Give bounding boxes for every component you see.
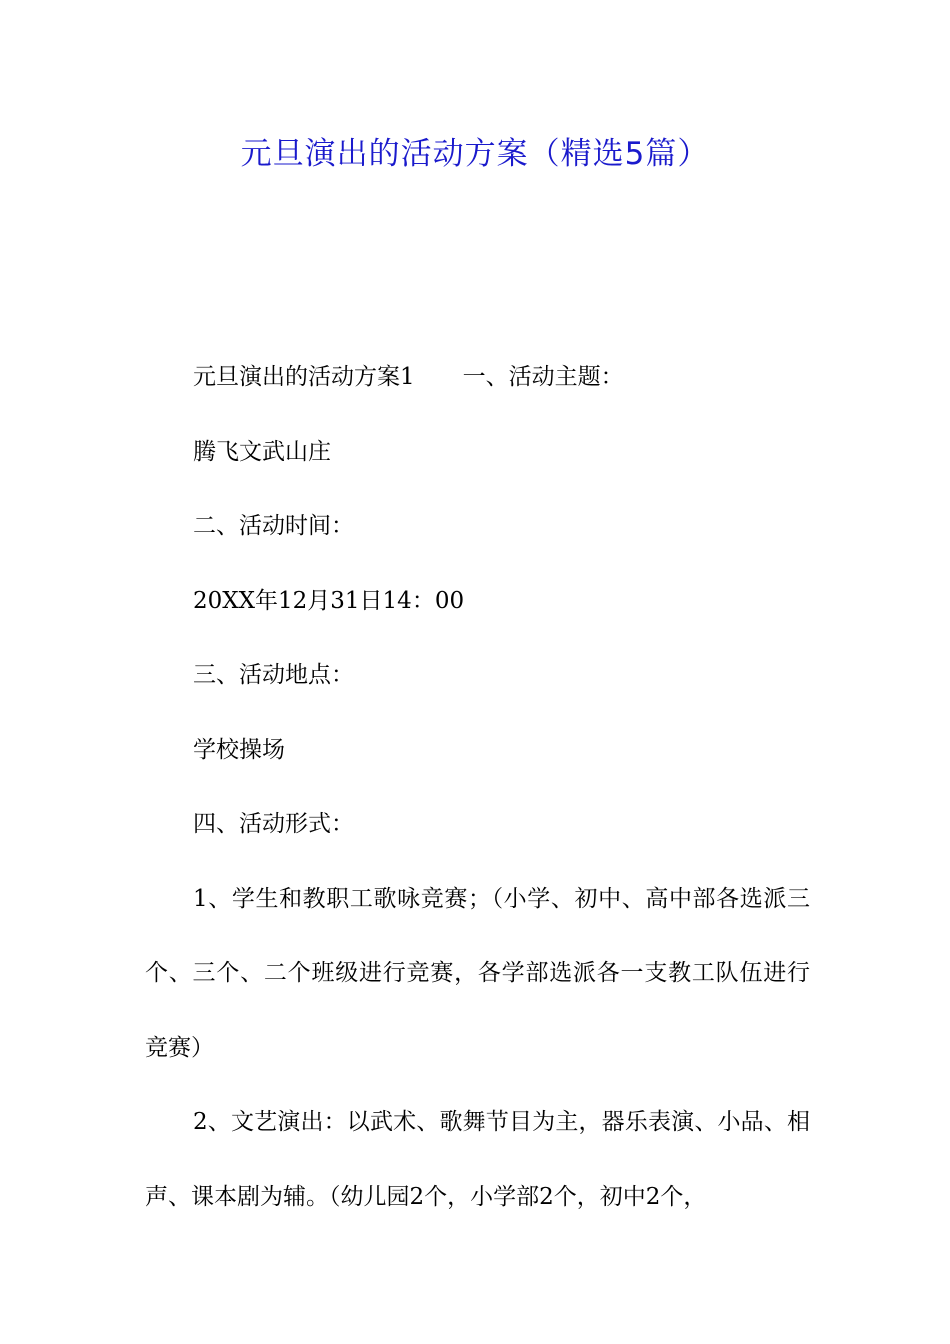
paragraph-plan-heading: [145, 340, 810, 415]
paragraph-location-heading: 三、活动地点：: [193, 662, 354, 688]
paragraph-time-heading: 二、活动时间：: [193, 513, 354, 539]
section-theme-heading: 一、活动主题：: [462, 364, 624, 390]
paragraph-location: 学校操场: [193, 736, 285, 763]
paragraph-format-item-1: 1、学生和教职工歌咏竞赛；（小学、初中、高中部各选派三个、三个、二个班级进行竞赛，各学部选派各一支教工队伍进行竞赛）: [145, 885, 810, 1061]
paragraph-time: 20XX年12月31日14：00: [193, 587, 465, 614]
plan-title: 元旦演出的活动方案1: [193, 364, 415, 390]
document-title: 元旦演出的活动方案（精选5篇）: [240, 136, 710, 172]
paragraph-theme: 腾飞文武山庄: [193, 438, 331, 465]
paragraph-format-heading: 四、活动形式：: [193, 811, 354, 837]
paragraph-format-item-2: 2、文艺演出：以武术、歌舞节目为主，器乐表演、小品、相声、课本剧为辅。（幼儿园2个，小学部2个，初中2个，: [145, 1109, 810, 1210]
document-body: [145, 340, 810, 1234]
